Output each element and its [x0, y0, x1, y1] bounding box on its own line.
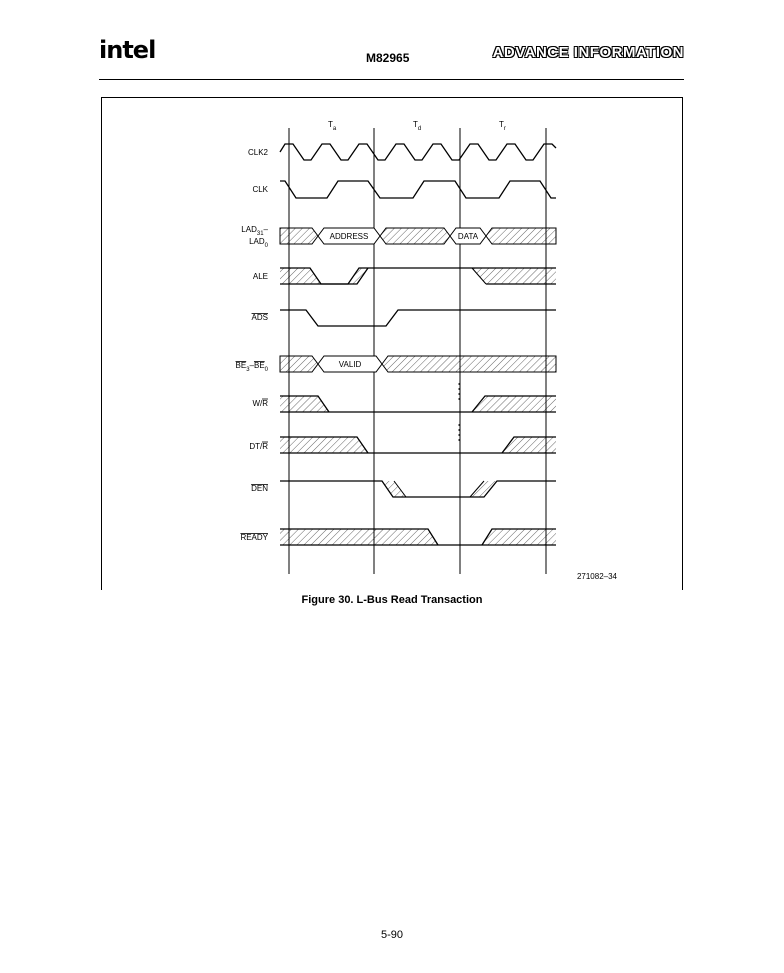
waveforms: [280, 144, 556, 198]
label-clk: CLK: [252, 185, 268, 194]
part-number: M82965: [366, 51, 410, 65]
state-headers: [328, 120, 506, 132]
lad-address-text: ADDRESS: [329, 232, 369, 241]
den-line: [280, 481, 556, 497]
dtr-wave: [280, 424, 556, 453]
dtr-hatch-2: [502, 437, 556, 453]
signal-labels: [236, 148, 269, 542]
lad-data-text: DATA: [457, 232, 479, 241]
ale-wave: [280, 268, 556, 284]
lad-invalid-1: [280, 228, 318, 244]
wr-hatch-2: [472, 396, 556, 412]
label-ready: READY: [240, 533, 268, 542]
clk-wave: [280, 181, 556, 198]
state-boundaries: [289, 128, 546, 574]
label-ale: ALE: [252, 272, 268, 281]
page-number: 5-90: [380, 929, 404, 941]
label-clk2: CLK2: [247, 148, 268, 157]
be-valid-text: VALID: [338, 360, 362, 369]
intel-logo: intel: [99, 36, 156, 64]
lad-bus: [280, 228, 556, 244]
ready-hatch-2: [482, 529, 556, 545]
be-bus: [280, 356, 556, 372]
lad-invalid-2: [380, 228, 450, 244]
wr-hatch-1: [280, 396, 329, 412]
label-wr: W/R: [252, 399, 268, 408]
ready-hatch-1: [280, 529, 438, 545]
label-den: DEN: [251, 484, 268, 493]
dtr-hatch-1: [280, 437, 368, 453]
lad-invalid-3: [486, 228, 556, 244]
state-td: $T_d$: [413, 120, 422, 132]
label-dtr: DT/R: [249, 442, 268, 451]
wr-wave: [280, 383, 556, 412]
den-wave: [280, 481, 556, 497]
be-invalid-1: [280, 356, 318, 372]
clk2-wave: [280, 144, 556, 160]
be-invalid-2: [382, 356, 556, 372]
state-ta: $T_a$: [328, 120, 337, 132]
label-lad0: $LAD_0$: [249, 237, 268, 249]
ale-hatch-3: [472, 268, 556, 284]
state-tr: $T_r$: [499, 120, 506, 132]
den-hatch-2: [470, 481, 497, 497]
ads-wave: [280, 310, 556, 326]
ready-wave: [280, 529, 556, 545]
figure-ref-number: 271082–34: [576, 572, 617, 581]
label-ads: ADS: [251, 313, 268, 322]
advance-information-banner: ADVANCE INFORMATION: [492, 44, 684, 61]
den-hatch-1: [382, 481, 406, 497]
label-be: $BE_3-BE_0$: [235, 361, 268, 373]
figure-caption: Figure 30. L-Bus Read Transaction: [301, 594, 483, 606]
label-lad31: $LAD_{31}-$: [241, 225, 268, 237]
